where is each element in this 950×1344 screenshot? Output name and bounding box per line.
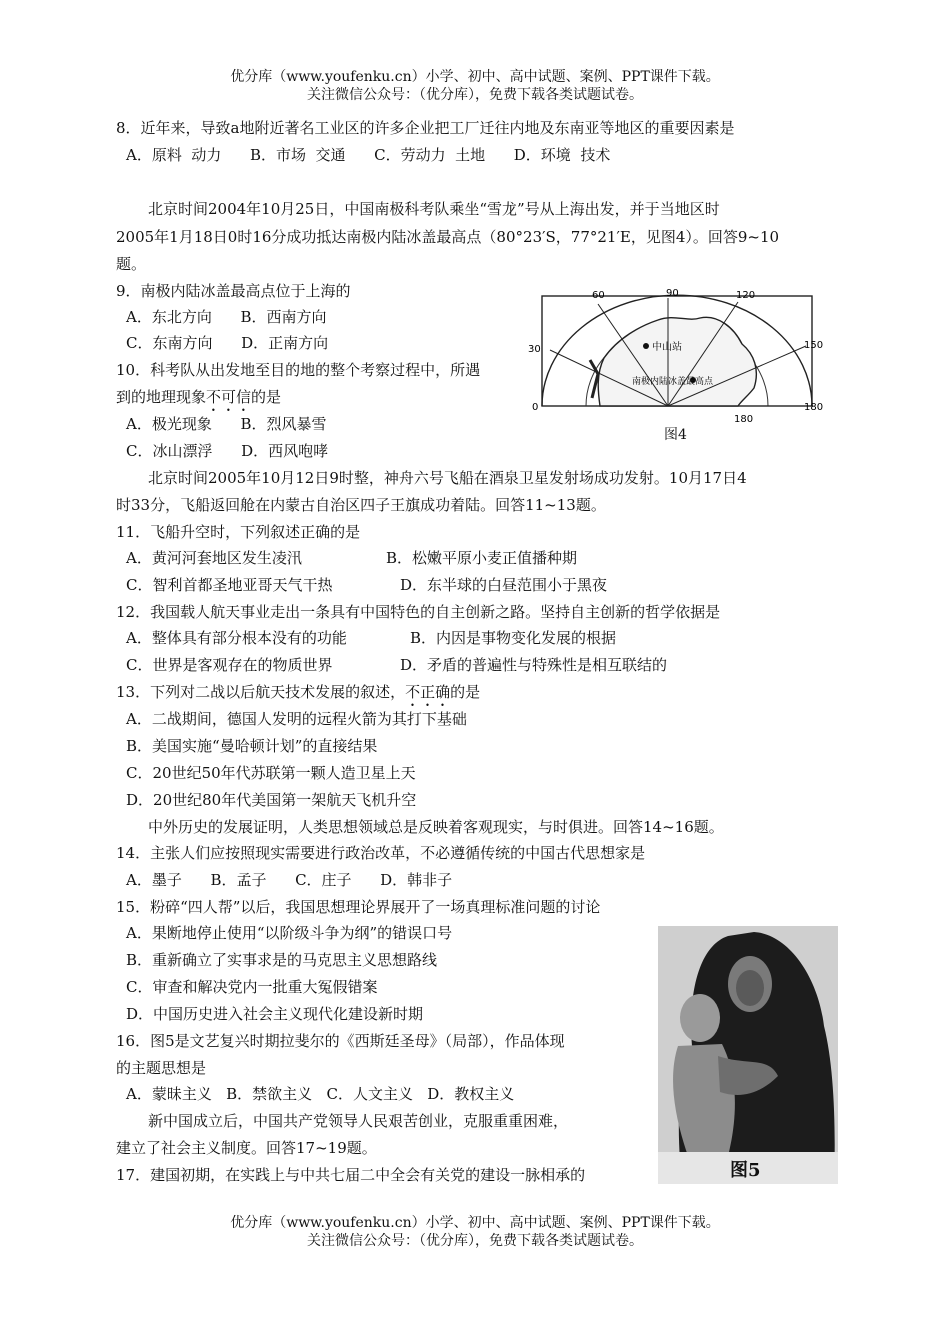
figure-5-painting — [658, 926, 838, 1184]
q10-stem-line1: 10．科考队从出发地至目的地的整个考察过程中，所遇 — [116, 361, 481, 379]
passage1-line2: 2005年1月18日0时16分成功抵达南极内陆冰盖最高点（80°23′S，77°21′E，见图4）。回答9~10 — [116, 228, 780, 246]
figure-4-caption: 图4 — [664, 427, 687, 443]
fig4-lon-30: 30 — [528, 344, 541, 355]
q11-stem: 11．飞船升空时，下列叙述正确的是 — [116, 523, 361, 541]
q12-option-d: D．矛盾的普遍性与特殊性是相互联结的 — [400, 656, 668, 674]
q9-options-cd: C．东南方向 D．正南方向 — [126, 334, 329, 352]
footer-line-2: 关注微信公众号：（优分库），免费下载各类试题试卷。 — [307, 1233, 643, 1249]
passage1-line3: 题。 — [116, 255, 147, 273]
q13-option-a: A．二战期间，德国人发明的远程火箭为其打下基础 — [126, 710, 467, 728]
passage4-line2: 建立了社会主义制度。回答17~19题。 — [116, 1139, 377, 1157]
figure-4-map — [528, 288, 824, 444]
q10-emphasis: 不可信 — [206, 388, 252, 406]
q12-option-a: A．整体具有部分根本没有的功能 — [126, 629, 347, 647]
q12-stem: 12．我国载人航天事业走出一条具有中国特色的自主创新之路。坚持自主创新的哲学依据是 — [116, 603, 721, 621]
q14-options: A．墨子 B．孟子 C．庄子 D．韩非子 — [126, 871, 453, 889]
q16-stem-line2: 的主题思想是 — [116, 1059, 207, 1077]
header-line-1: 优分库（www.youfenku.cn）小学、初中、高中试题、案例、PPT课件下载。 — [230, 69, 720, 85]
q13-option-c: C．20世纪50年代苏联第一颗人造卫星上天 — [126, 764, 416, 782]
q15-option-b: B．重新确立了实事求是的马克思主义思想路线 — [126, 951, 438, 969]
header-line-2: 关注微信公众号：（优分库），免费下载各类试题试卷。 — [307, 87, 643, 103]
q11-option-b: B．松嫩平原小麦正值播种期 — [386, 549, 578, 567]
fig4-lon-180-bottom: 180 — [734, 414, 754, 425]
figure-5-image — [658, 926, 838, 1184]
q11-option-a: A．黄河河套地区发生凌汛 — [126, 549, 302, 567]
q8-options: A．原料 动力 B．市场 交通 C．劳动力 土地 D．环境 技术 — [126, 146, 611, 164]
q15-option-d: D．中国历史进入社会主义现代化建设新时期 — [126, 1005, 424, 1023]
fig4-lon-120: 120 — [736, 290, 756, 301]
footer-line-1: 优分库（www.youfenku.cn）小学、初中、高中试题、案例、PPT课件下载。 — [230, 1215, 720, 1231]
fig4-station-label: 中山站 — [652, 342, 682, 353]
passage4-line1: 新中国成立后，中国共产党领导人民艰苦创业，克服重重困难， — [148, 1112, 569, 1130]
q17-stem: 17．建国初期，在实践上与中共七届二中全会有关党的建设一脉相承的 — [116, 1166, 586, 1184]
q13-option-b: B．美国实施“曼哈顿计划”的直接结果 — [126, 737, 378, 755]
fig4-lon-60: 60 — [592, 290, 605, 301]
fig4-lon-150: 150 — [804, 340, 824, 351]
q15-option-c: C．审查和解决党内一批重大冤假错案 — [126, 978, 378, 996]
q9-options-ab: A．东北方向 B．西南方向 — [126, 308, 327, 326]
passage2-line1: 北京时间2005年10月12日9时整，神舟六号飞船在酒泉卫星发射场成功发射。10月17日4 — [148, 469, 747, 487]
fig4-point-label: 南极内陆冰盖最高点 — [632, 377, 714, 387]
q10-stem-line2: 到的地理现象不可信的是 — [116, 388, 282, 406]
q15-option-a: A．果断地停止使用“以阶级斗争为纲”的错误口号 — [126, 924, 453, 942]
q10-options-ab: A．极光现象 B．烈风暴雪 — [126, 415, 327, 433]
q12-option-b: B．内因是事物变化发展的根据 — [410, 629, 617, 647]
passage2-line2: 时33分，飞船返回舱在内蒙古自治区四子王旗成功着陆。回答11~13题。 — [116, 496, 606, 514]
q10-options-cd: C．冰山漂浮 D．西风咆哮 — [126, 442, 329, 460]
figure-5-caption: 图5 — [730, 1160, 761, 1181]
q13-emphasis: 不正确 — [405, 683, 451, 701]
q11-option-c: C．智利首都圣地亚哥天气干热 — [126, 576, 333, 594]
q13-stem: 13．下列对二战以后航天技术发展的叙述，不正确的是 — [116, 683, 481, 701]
q9-stem: 9．南极内陆冰盖最高点位于上海的 — [116, 282, 351, 300]
fig4-lon-90: 90 — [666, 288, 679, 299]
fig4-lon-180-right: 180 — [804, 402, 824, 413]
q14-stem: 14．主张人们应按照现实需要进行政治改革，不必遵循传统的中国古代思想家是 — [116, 844, 646, 862]
q16-options: A．蒙昧主义 B．禁欲主义 C．人文主义 D．教权主义 — [126, 1085, 515, 1103]
q12-option-c: C．世界是客观存在的物质世界 — [126, 656, 333, 674]
q8-stem: 8．近年来，导致a地附近著名工业区的许多企业把工厂迁往内地及东南亚等地区的重要因素是 — [116, 119, 735, 137]
q15-stem: 15．粉碎“四人帮”以后，我国思想理论界展开了一场真理标准问题的讨论 — [116, 898, 601, 916]
q16-stem-line1: 16．图5是文艺复兴时期拉斐尔的《西斯廷圣母》（局部），作品体现 — [116, 1032, 565, 1050]
passage3: 中外历史的发展证明，人类思想领域总是反映着客观现实，与时俱进。回答14~16题。 — [148, 818, 724, 836]
passage1-line1: 北京时间2004年10月25日，中国南极科考队乘坐“雪龙”号从上海出发，并于当地区时 — [148, 200, 720, 218]
q11-option-d: D．东半球的白昼范围小于黑夜 — [400, 576, 608, 594]
fig4-lon-0: 0 — [532, 402, 539, 413]
q13-option-d: D．20世纪80年代美国第一架航天飞机升空 — [126, 791, 417, 809]
